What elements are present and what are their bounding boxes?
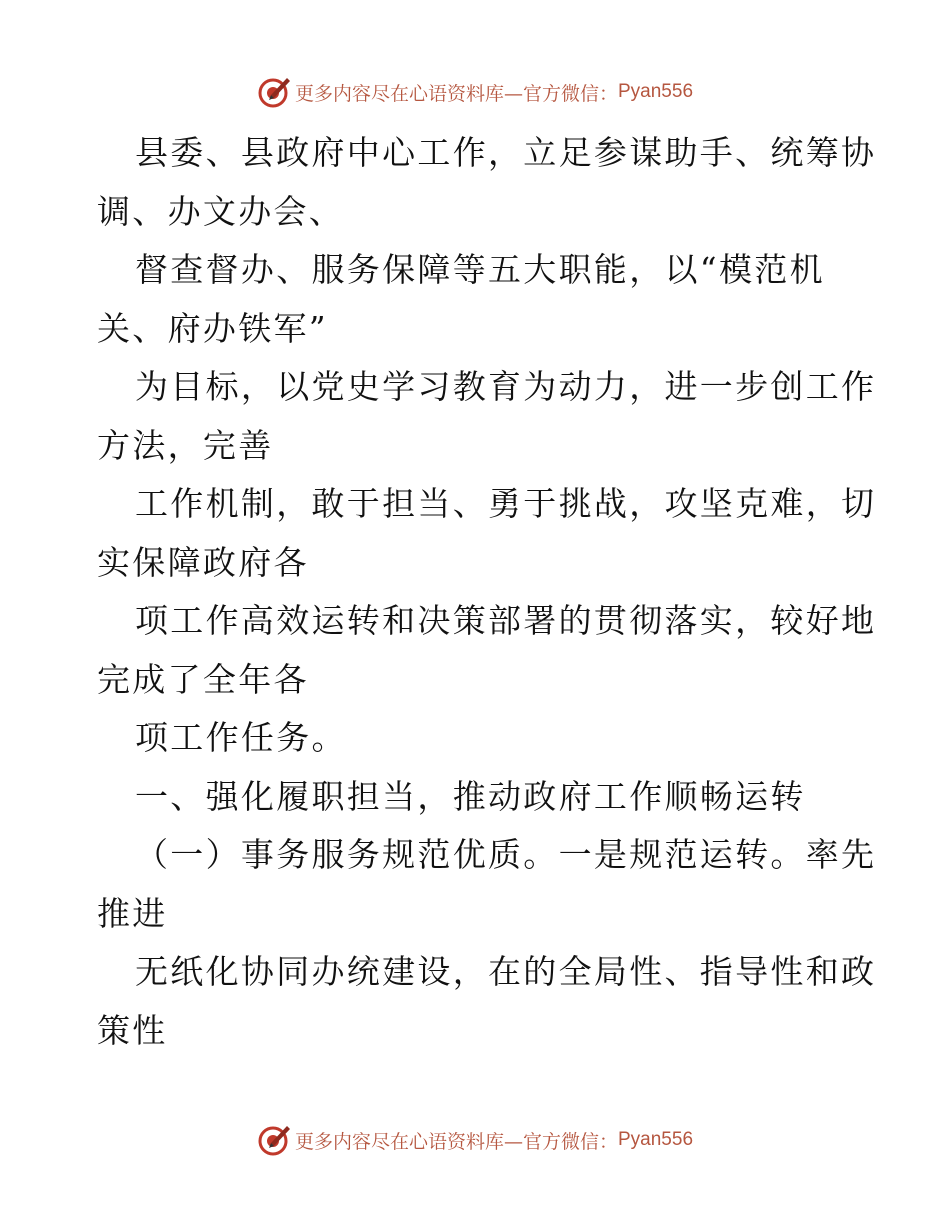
text-line: （一）事务服务规范优质。一是规范运转。率先: [135, 835, 877, 874]
pen-logo-icon: [257, 75, 291, 109]
document-body: [97, 124, 877, 1060]
text-line: 实保障政府各: [97, 542, 309, 582]
text-line: 一、强化履职担当，推动政府工作顺畅运转: [135, 776, 806, 816]
text-line: 方法，完善: [97, 425, 274, 465]
header-watermark: [0, 72, 950, 112]
text-line: 为目标，以党史学习教育为动力，进一步创工作: [135, 367, 877, 406]
watermark-text: 更多内容尽在心语资料库—官方微信：: [294, 1130, 618, 1153]
text-line: 无纸化协同办统建设，在的全局性、指导性和政: [135, 952, 877, 991]
text-line: 策性: [97, 1010, 168, 1050]
text-line: 工作机制，敢于担当、勇于挑战，攻坚克难，切: [135, 484, 877, 523]
watermark-id: Pyan556: [618, 1129, 694, 1150]
text-line: 关、府办铁军”: [97, 308, 328, 348]
watermark-id: Pyan556: [618, 81, 694, 102]
text-line: 完成了全年各: [97, 659, 309, 699]
text-line: 调、办文办会、: [97, 191, 345, 231]
footer-watermark: [0, 1120, 950, 1160]
text-line: 项工作任务。: [135, 718, 347, 757]
text-line: 督查督办、服务保障等五大职能，以“模范机: [135, 250, 825, 289]
text-line: 推进: [97, 893, 168, 933]
pen-logo-icon: [257, 1123, 291, 1157]
text-line: 项工作高效运转和决策部署的贯彻落实，较好地: [135, 601, 877, 640]
text-line: 县委、县政府中心工作，立足参谋助手、统筹协: [135, 133, 877, 172]
watermark-text: 更多内容尽在心语资料库—官方微信：: [294, 82, 618, 105]
